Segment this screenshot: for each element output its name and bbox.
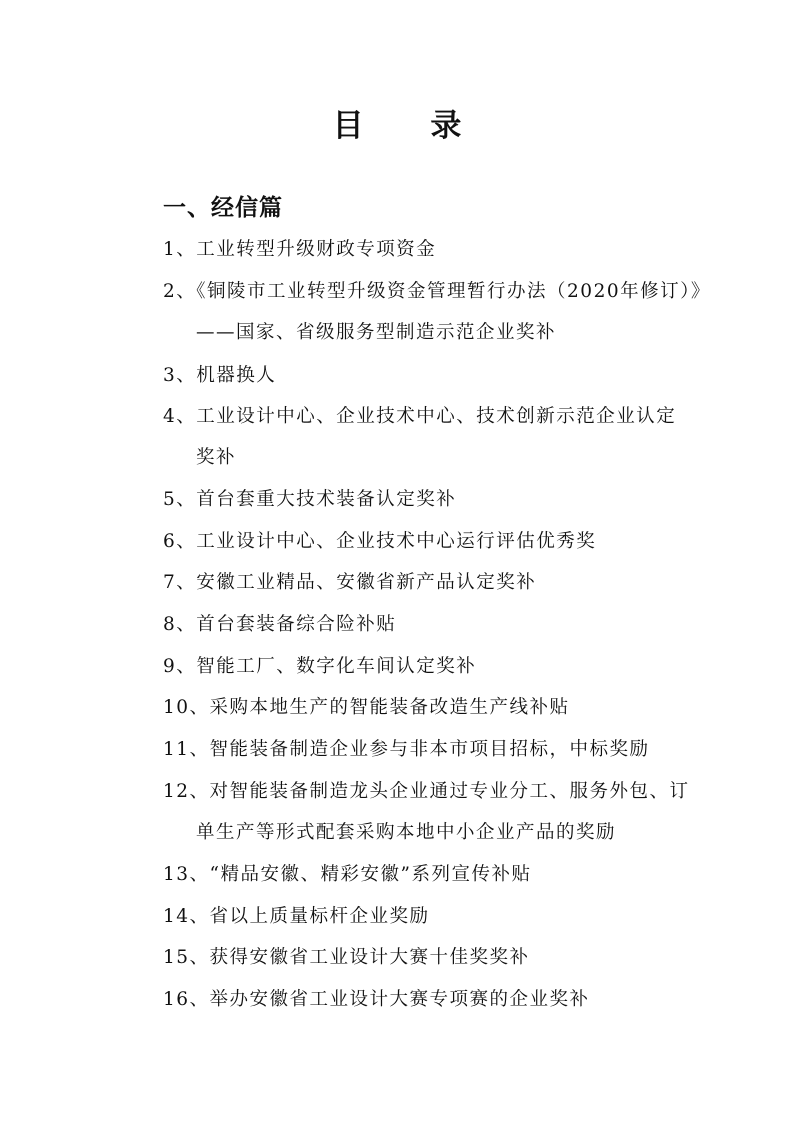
toc-item[interactable]: 8、首台套装备综合险补贴	[163, 614, 397, 635]
toc-item[interactable]: 5、首台套重大技术装备认定奖补	[163, 489, 457, 510]
toc-item[interactable]: 9、智能工厂、数字化车间认定奖补	[163, 656, 477, 677]
toc-item[interactable]: 7、安徽工业精品、安徽省新产品认定奖补	[163, 572, 537, 593]
toc-item[interactable]: 3、机器换人	[163, 365, 277, 386]
toc-item[interactable]: 15、获得安徽省工业设计大赛十佳奖奖补	[163, 947, 530, 968]
toc-item[interactable]: 11、智能装备制造企业参与非本市项目招标，中标奖励	[163, 739, 650, 760]
toc-item[interactable]: 14、省以上质量标杆企业奖励	[163, 906, 430, 927]
toc-item[interactable]: 6、工业设计中心、企业技术中心运行评估优秀奖	[163, 531, 597, 552]
toc-item-continuation[interactable]: ——国家、省级服务型制造示范企业奖补	[196, 322, 557, 343]
toc-item[interactable]: 13、“精品安徽、精彩安徽”系列宣传补贴	[163, 864, 532, 885]
toc-item[interactable]: 10、采购本地生产的智能装备改造生产线补贴	[163, 697, 570, 718]
page-title: 目 录	[332, 108, 490, 144]
toc-item[interactable]: 1、工业转型升级财政专项资金	[163, 239, 437, 260]
toc-item-continuation[interactable]: 单生产等形式配套采购本地中小企业产品的奖励	[196, 822, 617, 843]
toc-item[interactable]: 16、举办安徽省工业设计大赛专项赛的企业奖补	[163, 989, 590, 1010]
toc-item[interactable]: 2、《铜陵市工业转型升级资金管理暂行办法（2020年修订）》	[163, 281, 711, 302]
toc-item-continuation[interactable]: 奖补	[196, 447, 237, 468]
toc-item[interactable]: 12、对智能装备制造龙头企业通过专业分工、服务外包、订	[163, 781, 690, 802]
toc-item[interactable]: 4、工业设计中心、企业技术中心、技术创新示范企业认定	[163, 406, 677, 427]
section-heading: 一、经信篇	[163, 194, 283, 221]
